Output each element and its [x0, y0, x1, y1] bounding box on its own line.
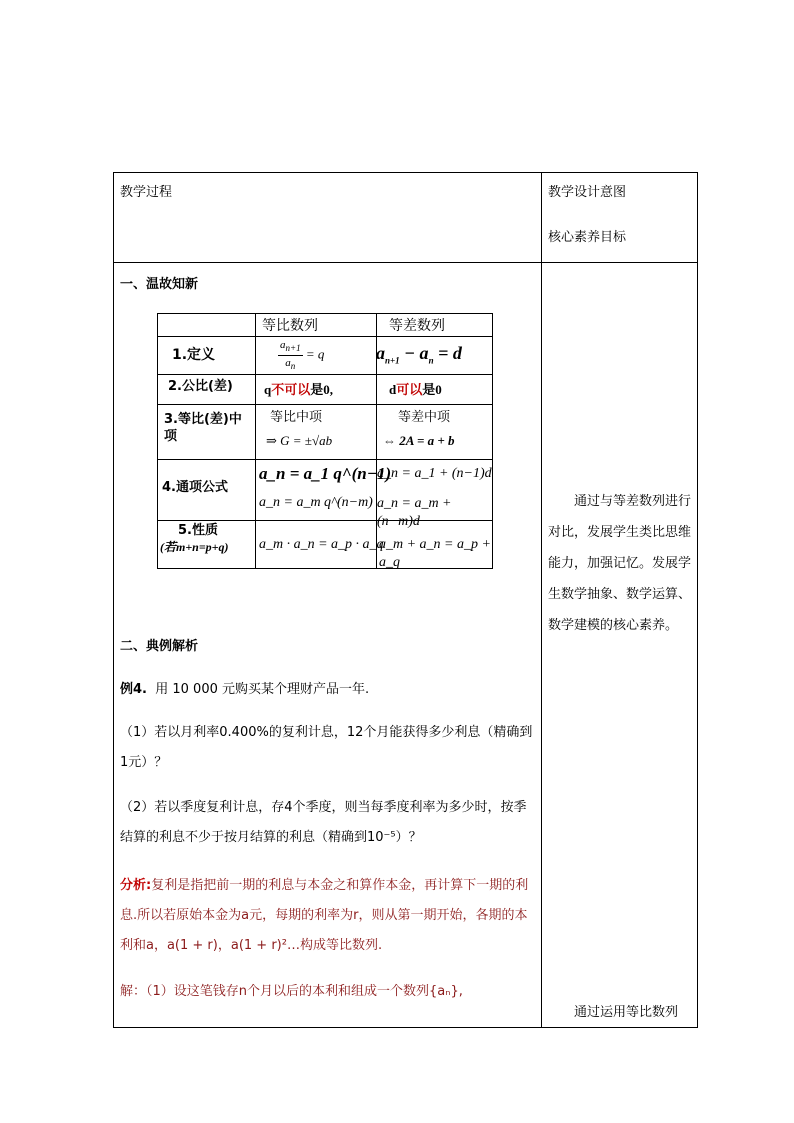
header-design-intent: 教学设计意图	[548, 185, 627, 200]
ari-general-formula-2: a_n = a_m + (n−m)d	[377, 496, 452, 530]
lesson-table	[113, 172, 698, 1028]
example-solution: 解：（1）设这笔钱存n个月以后的本利和组成一个数列{aₙ},	[120, 984, 463, 999]
ari-middle-title: 等差中项	[398, 410, 451, 425]
section-review-title: 一、温故知新	[120, 277, 199, 292]
geo-definition-formula: $\frac{a_{n+1}}{a_n}$ = q	[280, 339, 325, 372]
row-divider	[158, 404, 492, 405]
row-divider	[158, 374, 492, 375]
row-property-label: 5.性质	[178, 523, 218, 538]
design-intent-paragraph-1: 通过与等差数列进行对比，发展学生类比思维能力，加强记忆。发展学生数学抽象、数学运算、数学建模的核心素养。	[548, 494, 692, 633]
example-analysis: 分析:复利是指把前一期的利息与本金之和算作本金，再计算下一期的利息.所以若原始本金为a元，每期的利率为r，则从第一期开始，各期的本利和a，a(1 + r)，a(1 + r)²…构成等比数列.	[120, 878, 529, 953]
ari-general-formula-1: a_n = a_1 + (n−1)d	[377, 466, 492, 481]
header-divider	[114, 262, 697, 263]
geo-general-formula-1: a_n = a_1 q^(n−1)	[259, 464, 392, 483]
geo-middle-formula: ⇒ G = ±√ab	[266, 433, 333, 448]
col-header-arithmetic: 等差数列	[389, 318, 445, 334]
example-question-2: （2）若以季度复利计息，存4个季度，则当每季度利率为多少时，按季结算的利息不少于按月结算的利息（精确到10⁻⁵）？	[120, 800, 527, 845]
row-middle-term-label: 3.等比(差)中项	[164, 412, 242, 444]
ari-diff-note: d可以是0	[389, 382, 442, 397]
comparison-table	[157, 313, 493, 569]
ari-middle-formula: ⇔ 2A = a + b	[383, 433, 455, 448]
row-general-term-label: 4.通项公式	[162, 480, 228, 495]
column-divider	[541, 173, 542, 1027]
section-examples-title: 二、典例解析	[120, 639, 199, 654]
ari-property-formula: a_m + a_n = a_p + a_q	[379, 537, 491, 571]
row-property-condition: (若m+n=p+q)	[160, 540, 229, 554]
row-divider	[158, 336, 492, 337]
geo-ratio-note: q不可以是0,	[264, 382, 334, 397]
example-question-1: （1）若以月利率0.400%的复利计息，12个月能获得多少利息（精确到1元）？	[120, 725, 533, 770]
geo-middle-title: 等比中项	[270, 410, 323, 425]
row-divider	[158, 459, 492, 460]
ari-definition-formula: $a_{n+1} - a_n = d$	[376, 343, 462, 366]
example-intro: 例4. 用 10 000 元购买某个理财产品一年.	[120, 682, 370, 697]
design-intent-paragraph-2: 通过运用等比数列	[574, 1005, 679, 1020]
geo-property-formula: a_m · a_n = a_p · a_q	[259, 537, 384, 552]
col-header-geometric: 等比数列	[262, 318, 318, 334]
header-teaching-process: 教学过程	[120, 185, 173, 200]
geo-general-formula-2: a_n = a_m q^(n−m)	[259, 495, 373, 510]
col-divider-1	[255, 314, 256, 568]
row-ratio-label: 2.公比(差)	[168, 379, 233, 394]
row-definition-label: 1.定义	[172, 347, 216, 363]
header-core-literacy: 核心素养目标	[548, 230, 627, 245]
